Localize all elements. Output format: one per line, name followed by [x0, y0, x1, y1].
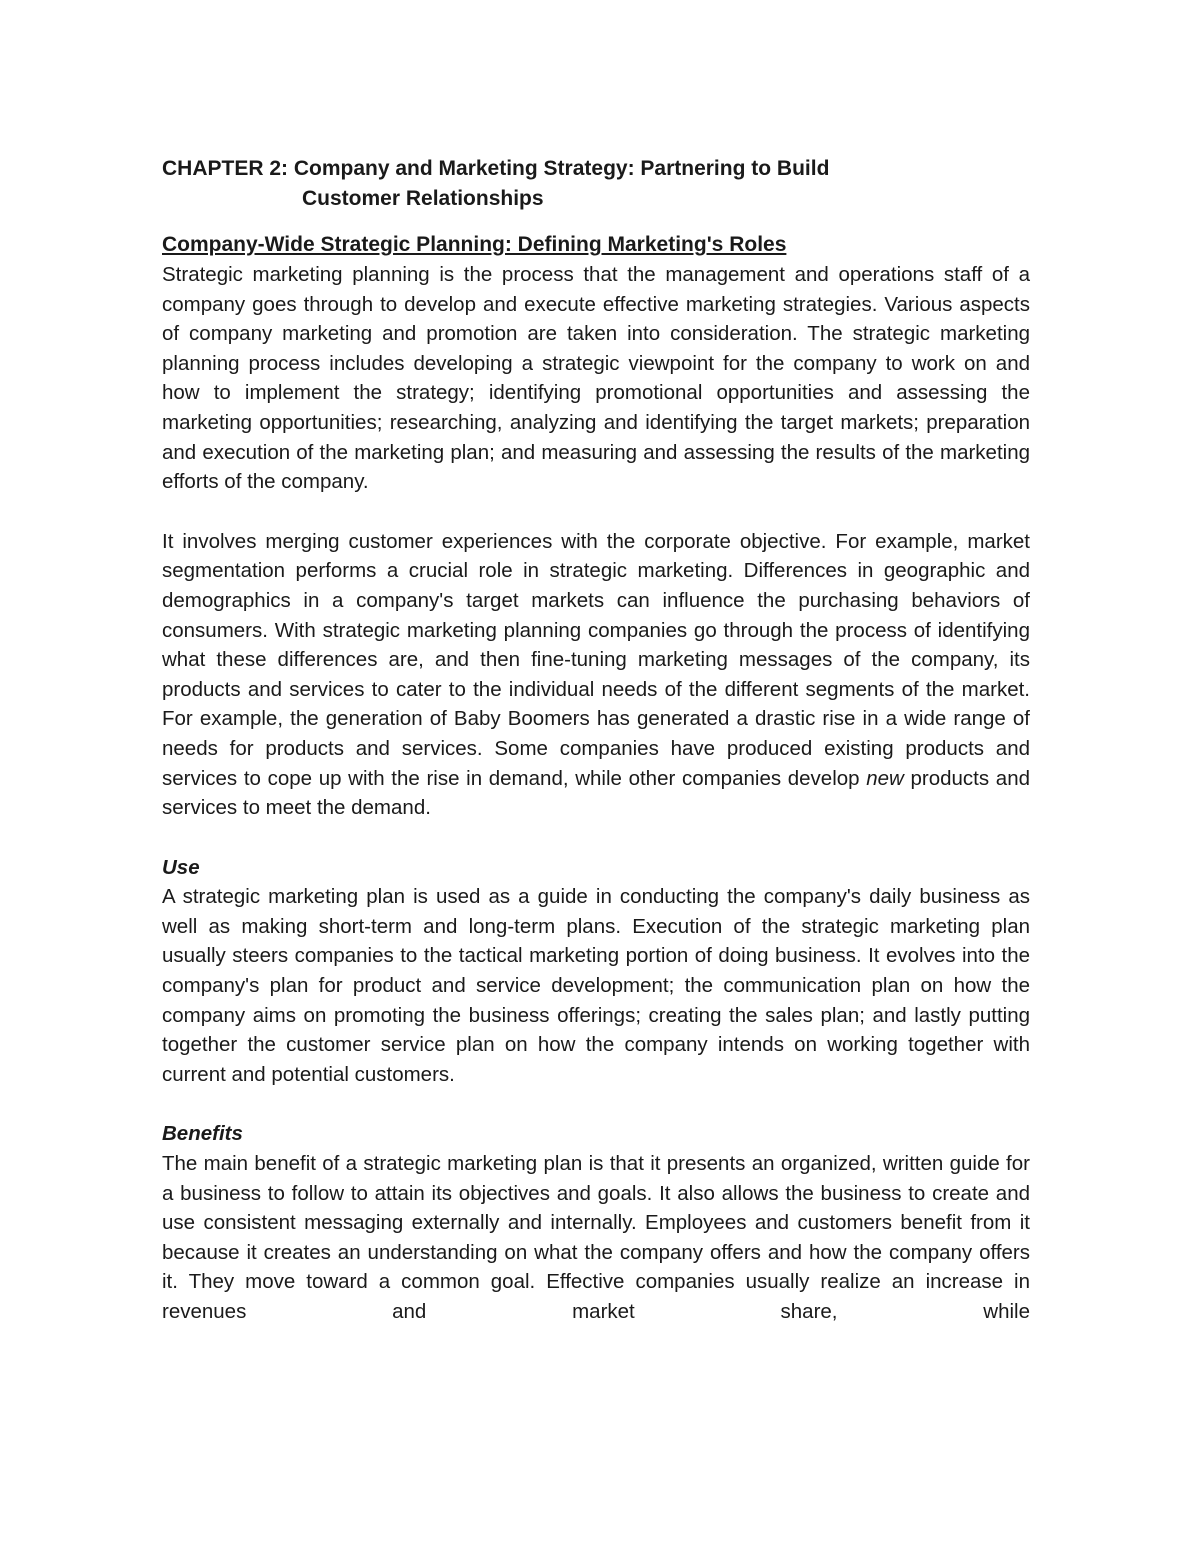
use-heading: Use	[162, 855, 200, 879]
emphasis-new: new	[866, 766, 904, 790]
paragraph-segmentation	[162, 527, 1030, 823]
benefits-paragraph: The main benefit of a strategic marketing plan is that it presents an organized, written guide for a business to follow to attain its objectives and goals. It also allows the business to create and use consistent messaging externally and internally. Employees and customers benefit from it because it creates an understanding on what the company offers and how the company offers it. They move toward a common goal. Effective companies usually realize an increase in revenues and market share, while	[162, 1152, 1030, 1323]
chapter-title-line1: CHAPTER 2: Company and Marketing Strategy: Partnering to Build	[162, 157, 830, 180]
paragraph-strategic-planning: Strategic marketing planning is the process that the management and operations staff of a company goes through to develop and execute effective marketing strategies. Various aspects of company marketing and promotion are taken into consideration. The strategic marketing planning process includes developing a strategic viewpoint for the company to work on and how to implement the strategy; identifying promotional opportunities and assessing the marketing opportunities; researching, analyzing and identifying the target markets; preparation and execution of the marketing plan; and measuring and assessing the results of the marketing efforts of the company.	[162, 263, 1030, 494]
paragraph-gap	[162, 823, 1030, 853]
paragraph-gap	[162, 1089, 1030, 1119]
paragraph-segmentation-end: products and services to meet the demand.	[162, 766, 1030, 820]
paragraph-segmentation-text: It involves merging customer experiences with the corporate objective. For example, market segmentation performs a crucial role in strategic marketing. Differences in geographic and demographics in a company's target markets can influence the purchasing behaviors of consumers. With strategic marketing planning companies go through the process of identifying what these differences are, and then fine-tuning marketing messages of the company, its products and services to cater to the individual needs of the different segments of the market. For example, the generation of Baby Boomers has generated a drastic rise in a wide range of needs for products and services. Some companies have produced existing products and services to cope up with the rise in demand, while other companies develop	[162, 529, 1030, 790]
paragraph-gap	[162, 497, 1030, 527]
use-paragraph: A strategic marketing plan is used as a guide in conducting the company's daily business as well as making short-term and long-term plans. Execution of the strategic marketing plan usually steers companies to the tactical marketing portion of doing business. It evolves into the company's plan for product and service development; the communication plan on how the company aims on promoting the business offerings; creating the sales plan; and lastly putting together the customer service plan on how the company intends on working together with current and potential customers.	[162, 885, 1030, 1086]
document-page	[162, 154, 1030, 1327]
chapter-title-line2: Customer Relationships	[302, 187, 544, 210]
chapter-title	[162, 154, 1030, 214]
section-heading: Company-Wide Strategic Planning: Defining Marketing's Roles	[162, 233, 787, 256]
benefits-heading: Benefits	[162, 1122, 243, 1146]
